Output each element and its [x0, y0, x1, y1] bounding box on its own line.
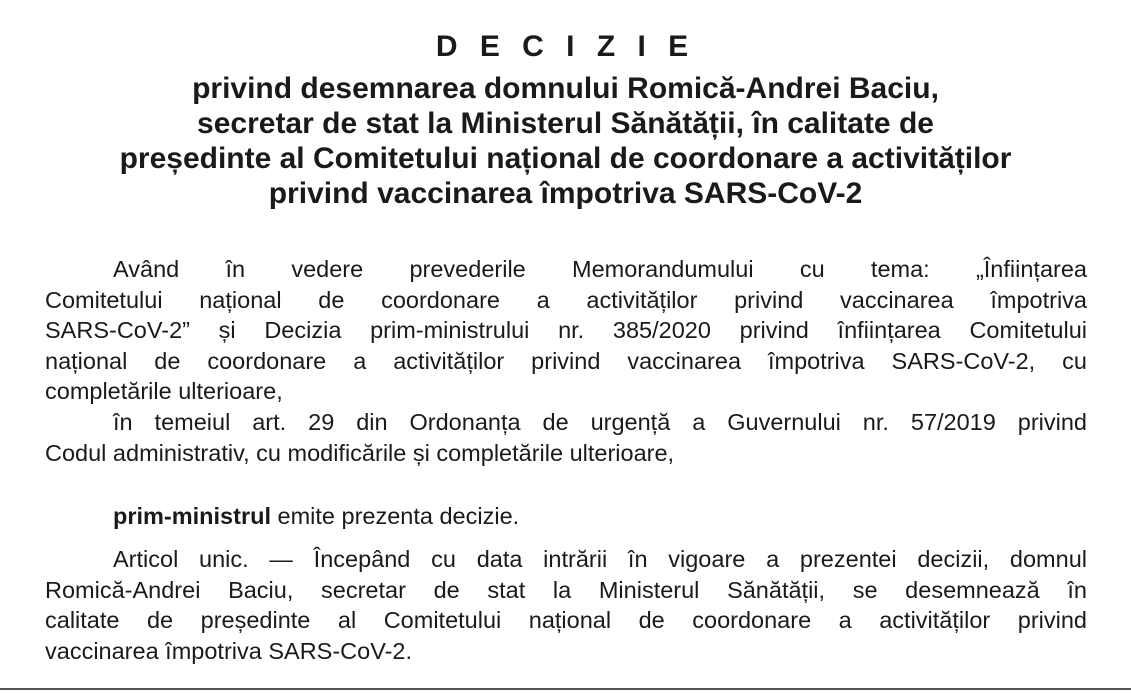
- bottom-divider: [0, 688, 1131, 690]
- paragraph-line: național de coordonare a activităților privind vaccinarea împotriva SARS-CoV-2, cu: [45, 347, 1087, 374]
- document-title: D E C I Z I E: [435, 30, 696, 63]
- subtitle-line: privind desemnarea domnului Romică-Andrei Baciu,: [192, 72, 939, 105]
- preamble-paragraph-memorandum: [45, 254, 1087, 407]
- paragraph-line: SARS-CoV-2” și Decizia prim-ministrului nr. 385/2020 privind înființarea Comitetului: [45, 317, 1087, 343]
- subtitle-line: secretar de stat la Ministerul Sănătății, în calitate de: [197, 107, 934, 140]
- preamble-paragraph-legal-basis: [45, 407, 1087, 468]
- issuer-action: emite prezenta decizie.: [270, 503, 520, 529]
- issuer-name: prim-ministrul: [113, 503, 271, 529]
- subtitle-line: președinte al Comitetului național de coordonare a activităților: [119, 142, 1012, 175]
- paragraph-line: Comitetului național de coordonare a activităților privind vaccinarea împotriva: [45, 286, 1087, 313]
- paragraph-line: vaccinarea împotriva SARS-CoV-2.: [45, 637, 413, 664]
- document-subtitle: [0, 71, 1131, 211]
- paragraph-line: Romică-Andrei Baciu, secretar de stat la Ministerul Sănătății, se desemnează în: [45, 576, 1087, 603]
- paragraph-line: Articol unic. — Începând cu data intrării în vigoare a prezentei decizii, domnul: [113, 546, 1087, 572]
- paragraph-line: Codul administrativ, cu modificările și completările ulterioare,: [45, 439, 675, 466]
- article-unic: [45, 544, 1087, 666]
- paragraph-line: calitate de președinte al Comitetului național de coordonare a activităților privind: [45, 607, 1087, 633]
- issuer-statement: [45, 501, 1087, 532]
- paragraph-line: Având în vedere prevederile Memorandumului cu tema: „Înființarea: [113, 256, 1087, 282]
- paragraph-line: completările ulterioare,: [45, 378, 283, 404]
- paragraph-line: în temeiul art. 29 din Ordonanța de urgență a Guvernului nr. 57/2019 privind: [113, 409, 1087, 435]
- subtitle-line: privind vaccinarea împotriva SARS-CoV-2: [268, 177, 863, 210]
